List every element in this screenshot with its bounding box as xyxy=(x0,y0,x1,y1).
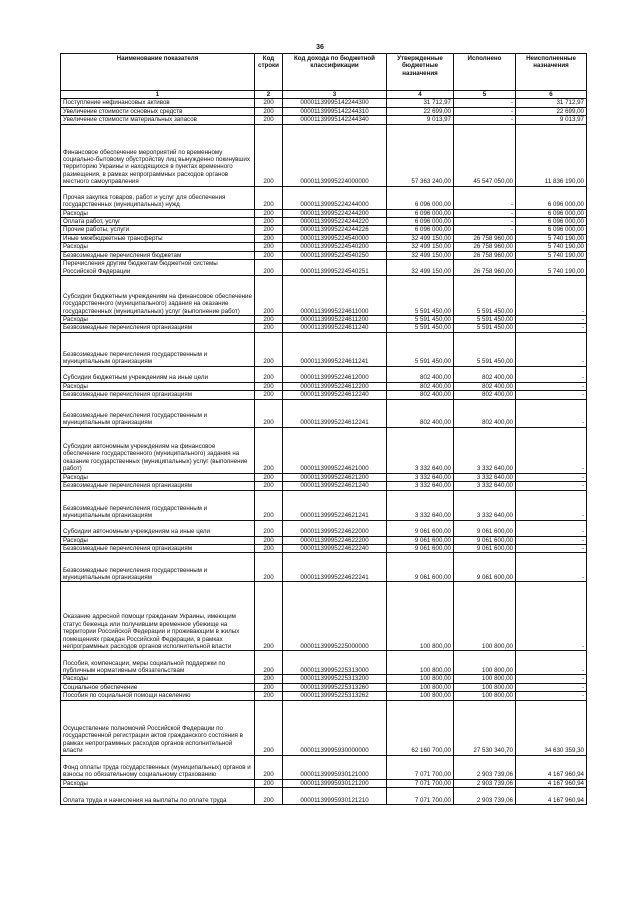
cell-line-code: 200 xyxy=(255,124,283,186)
table-row xyxy=(61,226,587,234)
cell-line-code: 200 xyxy=(255,692,283,700)
cell-remaining: 6 096 000,00 xyxy=(516,186,587,209)
cell-income-code: 00001139995224244000 xyxy=(283,186,387,209)
cell-indicator-name: Пособия, компенсации, меры социальной поддержки по публичным нормативным обязательствам xyxy=(61,651,255,675)
cell-indicator-name: Расходы xyxy=(61,316,255,324)
cell-executed: 26 758 960,00 xyxy=(454,234,516,242)
cell-income-code: 00001139995224611240 xyxy=(283,324,387,332)
cell-executed: 100 800,00 xyxy=(454,651,516,675)
table-row xyxy=(61,276,587,316)
cell-approved: 6 096 000,00 xyxy=(387,186,454,209)
cell-executed: 802 400,00 xyxy=(454,382,516,390)
cell-remaining: - xyxy=(516,582,587,651)
cell-executed: 2 903 739,06 xyxy=(454,779,516,787)
cell-line-code: 200 xyxy=(255,520,283,536)
cell-income-code: 00001139995224622240 xyxy=(283,544,387,552)
cell-approved: 802 400,00 xyxy=(387,399,454,427)
cell-executed: 45 547 050,00 xyxy=(454,124,516,186)
cell-executed: 5 591 450,00 xyxy=(454,332,516,366)
cell-indicator-name: Безвозмездные перечисления государственным и муниципальным организациям xyxy=(61,490,255,520)
cell-approved: 9 061 600,00 xyxy=(387,544,454,552)
column-number: 2 xyxy=(255,91,283,99)
cell-indicator-name: Увеличение стоимости материальных запасов xyxy=(61,116,255,124)
table-row xyxy=(61,316,587,324)
cell-approved: 100 800,00 xyxy=(387,675,454,683)
cell-executed: - xyxy=(454,209,516,217)
table-row xyxy=(61,553,587,582)
cell-remaining: 31 712,97 xyxy=(516,99,587,107)
column-number: 3 xyxy=(283,91,387,99)
cell-income-code: 00001139995930121200 xyxy=(283,779,387,787)
column-number: 5 xyxy=(454,91,516,99)
cell-remaining: 4 167 960,94 xyxy=(516,779,587,787)
header-approved: Утвержденные бюджетные назначения xyxy=(387,54,454,91)
cell-line-code: 200 xyxy=(255,186,283,209)
table-row xyxy=(61,382,587,390)
cell-line-code: 200 xyxy=(255,482,283,490)
cell-line-code: 200 xyxy=(255,399,283,427)
cell-income-code: 00001139995224611000 xyxy=(283,276,387,316)
cell-indicator-name: Субсидии бюджетным учреждениям на финансовое обеспечение государственного (муниципального) задания на оказание государственных (муниципальных) услуг (выполнение работ) xyxy=(61,276,255,316)
cell-approved: 5 591 450,00 xyxy=(387,332,454,366)
cell-income-code: 00001139995224622241 xyxy=(283,553,387,582)
cell-approved: 57 363 240,00 xyxy=(387,124,454,186)
cell-remaining: - xyxy=(516,399,587,427)
table-row xyxy=(61,366,587,382)
cell-remaining: - xyxy=(516,675,587,683)
cell-income-code: 00001139995930121000 xyxy=(283,755,387,779)
cell-executed: 3 332 640,00 xyxy=(454,473,516,481)
cell-line-code: 200 xyxy=(255,582,283,651)
table-row xyxy=(61,332,587,366)
table-row xyxy=(61,99,587,107)
cell-indicator-name: Расходы xyxy=(61,675,255,683)
cell-line-code: 200 xyxy=(255,276,283,316)
table-row xyxy=(61,391,587,399)
table-row xyxy=(61,251,587,259)
cell-line-code: 200 xyxy=(255,251,283,259)
table-row xyxy=(61,243,587,251)
cell-executed: 9 061 600,00 xyxy=(454,520,516,536)
cell-indicator-name: Безвозмездные перечисления организациям xyxy=(61,544,255,552)
cell-line-code: 200 xyxy=(255,99,283,107)
cell-executed: - xyxy=(454,226,516,234)
cell-executed: 5 591 450,00 xyxy=(454,324,516,332)
cell-line-code: 200 xyxy=(255,700,283,755)
cell-approved: 7 071 700,00 xyxy=(387,787,454,804)
cell-income-code: 00001139995930000000 xyxy=(283,700,387,755)
cell-income-code: 00001139995224611241 xyxy=(283,332,387,366)
cell-remaining: 6 096 000,00 xyxy=(516,209,587,217)
table-row xyxy=(61,520,587,536)
cell-indicator-name: Субсидии бюджетным учреждениям на иные цели xyxy=(61,366,255,382)
table-row xyxy=(61,582,587,651)
cell-executed: 5 591 450,00 xyxy=(454,276,516,316)
cell-remaining: - xyxy=(516,692,587,700)
cell-executed: - xyxy=(454,116,516,124)
table-row xyxy=(61,675,587,683)
cell-line-code: 200 xyxy=(255,675,283,683)
cell-remaining: - xyxy=(516,482,587,490)
cell-approved: 5 591 450,00 xyxy=(387,276,454,316)
cell-remaining: 11 836 190,00 xyxy=(516,124,587,186)
cell-indicator-name: Расходы xyxy=(61,473,255,481)
cell-executed: 100 800,00 xyxy=(454,692,516,700)
table-row xyxy=(61,234,587,242)
cell-indicator-name: Прочие работы, услуги xyxy=(61,226,255,234)
cell-remaining: 5 740 190,00 xyxy=(516,243,587,251)
cell-indicator-name: Расходы xyxy=(61,209,255,217)
cell-indicator-name: Фонд оплаты труда государственных (муниципальных) органов и взносы по обязательному социальному страхованию xyxy=(61,755,255,779)
cell-indicator-name: Оказание адресной помощи гражданам Украины, имеющим статус беженца или получившим временное убежище на территории Российской Федерации и проживающим в жилых помещениях граждан Российской Федерации, в рамках непрограммных расходов органов исполнительной власти xyxy=(61,582,255,651)
cell-indicator-name: Увеличение стоимости основных средств xyxy=(61,107,255,115)
page-number: 36 xyxy=(316,44,324,51)
cell-executed: 26 758 960,00 xyxy=(454,251,516,259)
cell-indicator-name: Перечисления другим бюджетам бюджетной системы Российской Федерации xyxy=(61,260,255,276)
cell-line-code: 200 xyxy=(255,260,283,276)
cell-indicator-name: Безвозмездные перечисления организациям xyxy=(61,391,255,399)
cell-approved: 3 332 640,00 xyxy=(387,473,454,481)
cell-remaining: 5 740 190,00 xyxy=(516,234,587,242)
cell-line-code: 200 xyxy=(255,490,283,520)
cell-line-code: 200 xyxy=(255,234,283,242)
header-remaining: Неисполненные назначения xyxy=(516,54,587,91)
cell-remaining: 4 167 960,94 xyxy=(516,755,587,779)
cell-line-code: 200 xyxy=(255,779,283,787)
cell-income-code: 00001139995224540251 xyxy=(283,260,387,276)
cell-approved: 31 712,97 xyxy=(387,99,454,107)
cell-approved: 802 400,00 xyxy=(387,391,454,399)
cell-approved: 32 499 150,00 xyxy=(387,234,454,242)
cell-line-code: 200 xyxy=(255,536,283,544)
cell-remaining: - xyxy=(516,382,587,390)
cell-remaining: - xyxy=(516,316,587,324)
table-row xyxy=(61,399,587,427)
cell-executed: 27 530 340,70 xyxy=(454,700,516,755)
cell-income-code: 00001139995142244310 xyxy=(283,107,387,115)
cell-approved: 32 499 150,00 xyxy=(387,251,454,259)
table-row xyxy=(61,482,587,490)
cell-remaining: - xyxy=(516,651,587,675)
cell-executed: 3 332 640,00 xyxy=(454,427,516,473)
cell-remaining: - xyxy=(516,490,587,520)
cell-remaining: 34 630 359,30 xyxy=(516,700,587,755)
cell-income-code: 00001139995224244200 xyxy=(283,209,387,217)
cell-remaining: - xyxy=(516,683,587,691)
table-row xyxy=(61,124,587,186)
cell-executed: 9 061 600,00 xyxy=(454,536,516,544)
cell-indicator-name: Поступление нефинансовых активов xyxy=(61,99,255,107)
cell-remaining: 5 740 190,00 xyxy=(516,251,587,259)
cell-remaining: - xyxy=(516,391,587,399)
cell-executed: 2 903 739,06 xyxy=(454,755,516,779)
cell-line-code: 200 xyxy=(255,544,283,552)
cell-approved: 22 699,00 xyxy=(387,107,454,115)
cell-approved: 3 332 640,00 xyxy=(387,427,454,473)
cell-executed: - xyxy=(454,186,516,209)
cell-indicator-name: Безвозмездные перечисления организациям xyxy=(61,324,255,332)
cell-income-code: 00001139995142244340 xyxy=(283,116,387,124)
cell-approved: 802 400,00 xyxy=(387,382,454,390)
cell-remaining: 9 013,97 xyxy=(516,116,587,124)
table-row xyxy=(61,116,587,124)
cell-remaining: - xyxy=(516,366,587,382)
column-number: 1 xyxy=(61,91,255,99)
cell-remaining: 22 699,00 xyxy=(516,107,587,115)
cell-income-code: 00001139995224244226 xyxy=(283,226,387,234)
cell-line-code: 200 xyxy=(255,391,283,399)
cell-remaining: 4 167 960,94 xyxy=(516,787,587,804)
table-row xyxy=(61,787,587,804)
cell-approved: 3 332 640,00 xyxy=(387,482,454,490)
cell-approved: 100 800,00 xyxy=(387,692,454,700)
cell-remaining: - xyxy=(516,520,587,536)
cell-income-code: 00001139995224540000 xyxy=(283,234,387,242)
cell-remaining: - xyxy=(516,473,587,481)
cell-executed: 9 061 600,00 xyxy=(454,544,516,552)
cell-approved: 100 800,00 xyxy=(387,582,454,651)
cell-income-code: 00001139995224612240 xyxy=(283,391,387,399)
cell-indicator-name: Оплата труда и начисления на выплаты по оплате труда xyxy=(61,787,255,804)
cell-executed: 100 800,00 xyxy=(454,683,516,691)
cell-approved: 3 332 640,00 xyxy=(387,490,454,520)
cell-approved: 9 061 600,00 xyxy=(387,553,454,582)
cell-remaining: - xyxy=(516,276,587,316)
cell-indicator-name: Иные межбюджетные трансферты xyxy=(61,234,255,242)
cell-line-code: 200 xyxy=(255,651,283,675)
cell-line-code: 200 xyxy=(255,683,283,691)
cell-executed: 802 400,00 xyxy=(454,391,516,399)
table-row xyxy=(61,700,587,755)
cell-approved: 7 071 700,00 xyxy=(387,755,454,779)
cell-income-code: 00001139995225313262 xyxy=(283,692,387,700)
cell-remaining: 5 740 190,00 xyxy=(516,260,587,276)
cell-indicator-name: Социальное обеспечение xyxy=(61,683,255,691)
table-row xyxy=(61,473,587,481)
cell-executed: 2 903 739,06 xyxy=(454,787,516,804)
cell-approved: 802 400,00 xyxy=(387,366,454,382)
table-row xyxy=(61,186,587,209)
cell-line-code: 200 xyxy=(255,107,283,115)
cell-income-code: 00001139995224540200 xyxy=(283,243,387,251)
cell-income-code: 00001139995224244220 xyxy=(283,218,387,226)
table-header-row xyxy=(61,54,587,91)
table-row xyxy=(61,544,587,552)
cell-income-code: 00001139995224612200 xyxy=(283,382,387,390)
cell-approved: 6 096 000,00 xyxy=(387,226,454,234)
column-number: 6 xyxy=(516,91,587,99)
cell-indicator-name: Безвозмездные перечисления организациям xyxy=(61,482,255,490)
cell-income-code: 00001139995224621200 xyxy=(283,473,387,481)
cell-indicator-name: Осуществление полномочий Российской Федерации по государственной регистрации актов гражданского состояния в рамках непрограммных расходов органов исполнительной власти xyxy=(61,700,255,755)
cell-income-code: 00001139995224540250 xyxy=(283,251,387,259)
cell-approved: 5 591 450,00 xyxy=(387,316,454,324)
cell-remaining: - xyxy=(516,553,587,582)
cell-indicator-name: Субсидии автономным учреждениям на иные цели xyxy=(61,520,255,536)
cell-indicator-name: Безвозмездные перечисления государственным и муниципальным организациям xyxy=(61,399,255,427)
cell-approved: 6 096 000,00 xyxy=(387,209,454,217)
table-row xyxy=(61,107,587,115)
cell-line-code: 200 xyxy=(255,473,283,481)
cell-income-code: 00001139995225000000 xyxy=(283,582,387,651)
budget-execution-table xyxy=(60,53,587,805)
cell-indicator-name: Безвозмездные перечисления государственным и муниципальным организациям xyxy=(61,332,255,366)
header-income-code: Код дохода по бюджетной классификации xyxy=(283,54,387,91)
cell-remaining: 6 096 000,00 xyxy=(516,218,587,226)
cell-line-code: 200 xyxy=(255,755,283,779)
cell-executed: 802 400,00 xyxy=(454,399,516,427)
table-row xyxy=(61,260,587,276)
table-row xyxy=(61,209,587,217)
cell-remaining: - xyxy=(516,427,587,473)
cell-line-code: 200 xyxy=(255,316,283,324)
cell-line-code: 200 xyxy=(255,243,283,251)
cell-approved: 32 499 150,00 xyxy=(387,260,454,276)
cell-indicator-name: Безвозмездные перечисления бюджетам xyxy=(61,251,255,259)
cell-approved: 9 013,97 xyxy=(387,116,454,124)
cell-income-code: 00001139995224621240 xyxy=(283,482,387,490)
table-row xyxy=(61,218,587,226)
cell-income-code: 00001139995224622000 xyxy=(283,520,387,536)
cell-income-code: 00001139995224612241 xyxy=(283,399,387,427)
cell-indicator-name: Финансовое обеспечение мероприятий по временному социально-бытовому обустройству лиц вынужденно покинувших территорию Украины и находящихся в пунктах временного размещения, в рамках непрограммных расходов органов местного самоуправления xyxy=(61,124,255,186)
cell-approved: 62 160 700,00 xyxy=(387,700,454,755)
cell-approved: 9 061 600,00 xyxy=(387,520,454,536)
cell-indicator-name: Расходы xyxy=(61,536,255,544)
table-row xyxy=(61,324,587,332)
cell-approved: 7 071 700,00 xyxy=(387,779,454,787)
cell-approved: 100 800,00 xyxy=(387,683,454,691)
cell-indicator-name: Безвозмездные перечисления государственным и муниципальным организациям xyxy=(61,553,255,582)
cell-income-code: 00001139995224000000 xyxy=(283,124,387,186)
header-line-code: Код строки xyxy=(255,54,283,91)
cell-executed: - xyxy=(454,218,516,226)
table-row xyxy=(61,683,587,691)
cell-remaining: - xyxy=(516,332,587,366)
cell-executed: - xyxy=(454,99,516,107)
cell-line-code: 200 xyxy=(255,382,283,390)
table-row xyxy=(61,490,587,520)
cell-approved: 100 800,00 xyxy=(387,651,454,675)
cell-line-code: 200 xyxy=(255,209,283,217)
cell-indicator-name: Субсидии автономным учреждениям на финансовое обеспечение государственного (муниципального) задания на оказание государственных (муниципальных) услуг (выполнение работ) xyxy=(61,427,255,473)
cell-approved: 9 061 600,00 xyxy=(387,536,454,544)
cell-approved: 5 591 450,00 xyxy=(387,324,454,332)
cell-line-code: 200 xyxy=(255,427,283,473)
cell-line-code: 200 xyxy=(255,324,283,332)
cell-line-code: 200 xyxy=(255,332,283,366)
column-number: 4 xyxy=(387,91,454,99)
cell-executed: 802 400,00 xyxy=(454,366,516,382)
cell-approved: 32 499 150,00 xyxy=(387,243,454,251)
cell-line-code: 200 xyxy=(255,116,283,124)
cell-executed: 9 061 600,00 xyxy=(454,553,516,582)
table-row xyxy=(61,755,587,779)
cell-remaining: 6 096 000,00 xyxy=(516,226,587,234)
cell-line-code: 200 xyxy=(255,226,283,234)
cell-income-code: 00001139995225313000 xyxy=(283,651,387,675)
cell-income-code: 00001139995224611200 xyxy=(283,316,387,324)
cell-indicator-name: Оплата работ, услуг xyxy=(61,218,255,226)
table-row xyxy=(61,779,587,787)
table-row xyxy=(61,536,587,544)
cell-indicator-name: Пособия по социальной помощи населению xyxy=(61,692,255,700)
cell-line-code: 200 xyxy=(255,366,283,382)
cell-income-code: 00001139995224621000 xyxy=(283,427,387,473)
column-number-row xyxy=(61,91,587,99)
cell-income-code: 00001139995142244300 xyxy=(283,99,387,107)
header-executed: Исполнено xyxy=(454,54,516,91)
cell-executed: 26 758 960,00 xyxy=(454,260,516,276)
cell-income-code: 00001139995225313260 xyxy=(283,683,387,691)
cell-executed: 3 332 640,00 xyxy=(454,490,516,520)
cell-executed: 3 332 640,00 xyxy=(454,482,516,490)
cell-indicator-name: Прочая закупка товаров, работ и услуг для обеспечения государственных (муниципальных) нужд xyxy=(61,186,255,209)
cell-indicator-name: Расходы xyxy=(61,243,255,251)
table-row xyxy=(61,692,587,700)
cell-executed: 100 800,00 xyxy=(454,582,516,651)
cell-remaining: - xyxy=(516,544,587,552)
cell-line-code: 200 xyxy=(255,553,283,582)
header-indicator-name: Наименование показателя xyxy=(61,54,255,91)
cell-line-code: 200 xyxy=(255,218,283,226)
cell-indicator-name: Расходы xyxy=(61,382,255,390)
cell-executed: 26 758 960,00 xyxy=(454,243,516,251)
table-row xyxy=(61,427,587,473)
cell-income-code: 00001139995224612000 xyxy=(283,366,387,382)
cell-approved: 6 096 000,00 xyxy=(387,218,454,226)
cell-income-code: 00001139995224621241 xyxy=(283,490,387,520)
cell-income-code: 00001139995225313200 xyxy=(283,675,387,683)
cell-income-code: 00001139995930121210 xyxy=(283,787,387,804)
cell-remaining: - xyxy=(516,324,587,332)
cell-executed: 5 591 450,00 xyxy=(454,316,516,324)
table-row xyxy=(61,651,587,675)
cell-income-code: 00001139995224622200 xyxy=(283,536,387,544)
cell-executed: 100 800,00 xyxy=(454,675,516,683)
cell-line-code: 200 xyxy=(255,787,283,804)
cell-remaining: - xyxy=(516,536,587,544)
cell-indicator-name: Расходы xyxy=(61,779,255,787)
cell-executed: - xyxy=(454,107,516,115)
